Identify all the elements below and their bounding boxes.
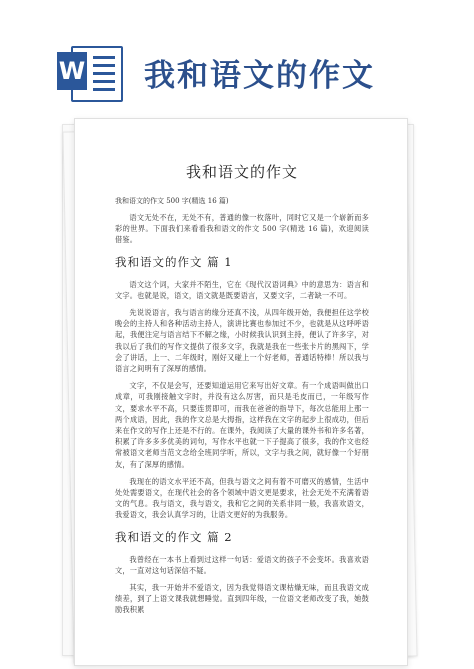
document-content (115, 161, 369, 622)
banner-title: 我和语文的作文 (144, 58, 375, 94)
document-page (74, 118, 408, 666)
word-w-badge: W (57, 52, 87, 90)
document-title: 我和语文的作文 (185, 163, 298, 181)
banner (0, 0, 474, 110)
paragraph: 语文这个词，大家并不陌生，它在《现代汉语词典》中的意思为：语言和文字。也就是说，语文，语文就是既要语言，又要文字，二者缺一不可。 (115, 279, 369, 300)
paragraph: 我现在的语文水平还不高，但我与语文之间有着不可磨灭的感情，生活中处处需要语文，在现代社会的各个领域中语文更是要求，社会无处不充满着语文的气息。我与语文，我与语文，我和它之间的关系非同一般，我喜欢语文，我爱语文，我会认真学习的，让语文更好的为我服务。 (115, 476, 369, 520)
section-heading-2: 我和语文的作文 篇 2 (115, 529, 233, 544)
paragraph: 文字，不仅是会写，还要知道运用它来写出好文章。有一个成语叫做出口成章，可我刚接触文字时，并没有这么厉害，而只是毛皮而已，一年级写作文，要求水平不高，只要连贯即可，而我在爸爸的指导下，每次总能用上那一两个成语，因此，我的作文总是大拇指，这样我在文字的起步上很成功，但后来在作文的写作上还是不行的。在课外，我阅读了大量的课外书和许多名著，积累了许多多多优美的词句，写作水平也就一下子提高了很多，我的作文也经常被语文老师当范文念给全班同学听，所以，文字与我之间，就好像一个好朋友，有了深厚的感情。 (115, 381, 369, 469)
document-subtitle: 我和语文的作文 500 字(精选 16 篇) (115, 197, 229, 205)
paragraph: 先说说语言，我与语言的缘分还真不浅，从四年级开始，我便担任这学校晚会的主持人和各种活动主持人，演讲比赛也参加过不少，也就是从这呼呼语起，我便注定与语言结下不解之缘，小时候我认识到主持，便认了许多字，对我以后了我们的写作文提供了很多文字，我就是我在一些张卡片的黑闯下，学会了讲话，上一、二年级时，刚好又碰上一个好老师，普通话特棒！所以我与语言之间明有了深厚的感情。 (115, 308, 369, 374)
word-doc-icon (57, 40, 119, 102)
paragraph: 我曾经在一本书上看到过这样一句话：爱语文的孩子不会变坏。我喜欢语文，一直对这句话深信不疑。 (115, 554, 369, 575)
paragraph: 其实，我一开始并不爱语文，因为我觉得语文课枯燥无味，而且我语文成绩差，到了上语文课我就想睡觉。直到四年级，一位语文老师改变了我，她鼓励我积累 (115, 583, 369, 615)
intro-paragraph: 语文无处不在，无处不有，普通的像一枚落叶，同时它又是一个崭新而多彩的世界。下面我们来看看我和语文的作文 500 字(精选 16 篇)，欢迎阅读借鉴。 (115, 213, 369, 245)
section-heading-1: 我和语文的作文 篇 1 (115, 254, 233, 269)
